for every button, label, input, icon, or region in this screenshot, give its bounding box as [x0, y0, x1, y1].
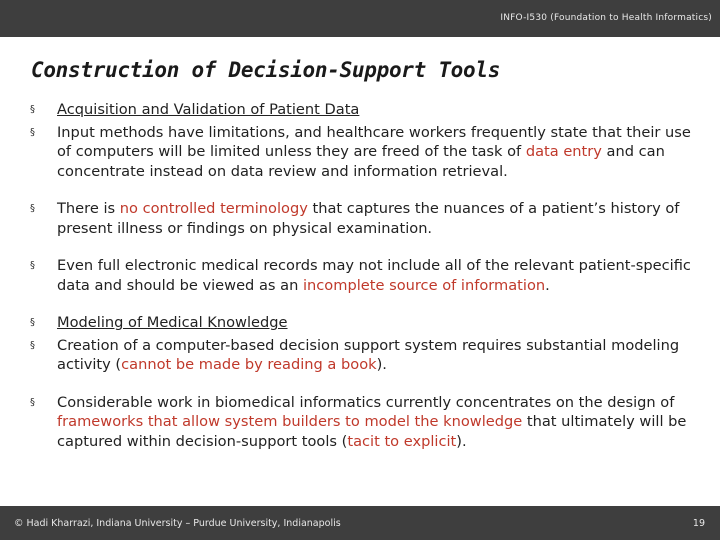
bullet-emr: § Even full electronic medical records may not include all of the relevant patient-specific data and should be viewed as an incomplete source of information.: [30, 257, 691, 294]
bullet-icon: §: [30, 317, 35, 328]
bullet-list: [30, 100, 700, 451]
footer-credit: © Hadi Kharrazi, Indiana University – Purdue University, Indianapolis: [14, 518, 341, 529]
bullet-input-methods: § Input methods have limitations, and healthcare workers frequently state that their use of computers will be limited unless they are freed of the task of data entry and can concentrate instead on data review and information retrieval.: [30, 123, 691, 180]
bullet-icon: §: [30, 396, 35, 408]
slide-title: Construction of Decision-Support Tools: [31, 58, 501, 82]
highlight-reading-book: cannot be made by reading a book: [121, 356, 377, 373]
bullet-terminology: § There is no controlled terminology that captures the nuances of a patient’s history of present illness or findings on physical examination.: [30, 200, 680, 237]
heading-acquisition: § Acquisition and Validation of Patient Data: [30, 101, 360, 118]
footer-bar: [0, 506, 720, 540]
bullet-icon: §: [30, 260, 35, 271]
bullet-icon: §: [30, 203, 35, 214]
header-bar: [0, 0, 720, 37]
highlight-data-entry: data entry: [525, 143, 602, 160]
heading-modeling: § Modeling of Medical Knowledge: [30, 314, 288, 331]
bullet-icon: §: [30, 104, 35, 115]
bullet-considerable-work: § Considerable work in biomedical informatics currently concentrates on the design of frameworks that allow system builders to model the knowledge that ultimately will be captured within decision-support tools (tacit to explicit).: [30, 393, 687, 450]
bullet-icon: §: [30, 126, 35, 138]
highlight-tacit: tacit to explicit: [347, 432, 457, 450]
highlight-terminology: no controlled terminology: [119, 200, 308, 217]
course-title: INFO-I530 (Foundation to Health Informatics): [500, 13, 712, 23]
page-number: 19: [692, 518, 705, 529]
bullet-icon: §: [30, 339, 35, 351]
bullet-creation: § Creation of a computer-based decision support system requires substantial modeling activity (cannot be made by reading a book).: [30, 336, 680, 373]
highlight-frameworks: frameworks that allow system builders to model the knowledge: [57, 413, 523, 430]
highlight-incomplete-source: incomplete source of information: [302, 276, 546, 294]
